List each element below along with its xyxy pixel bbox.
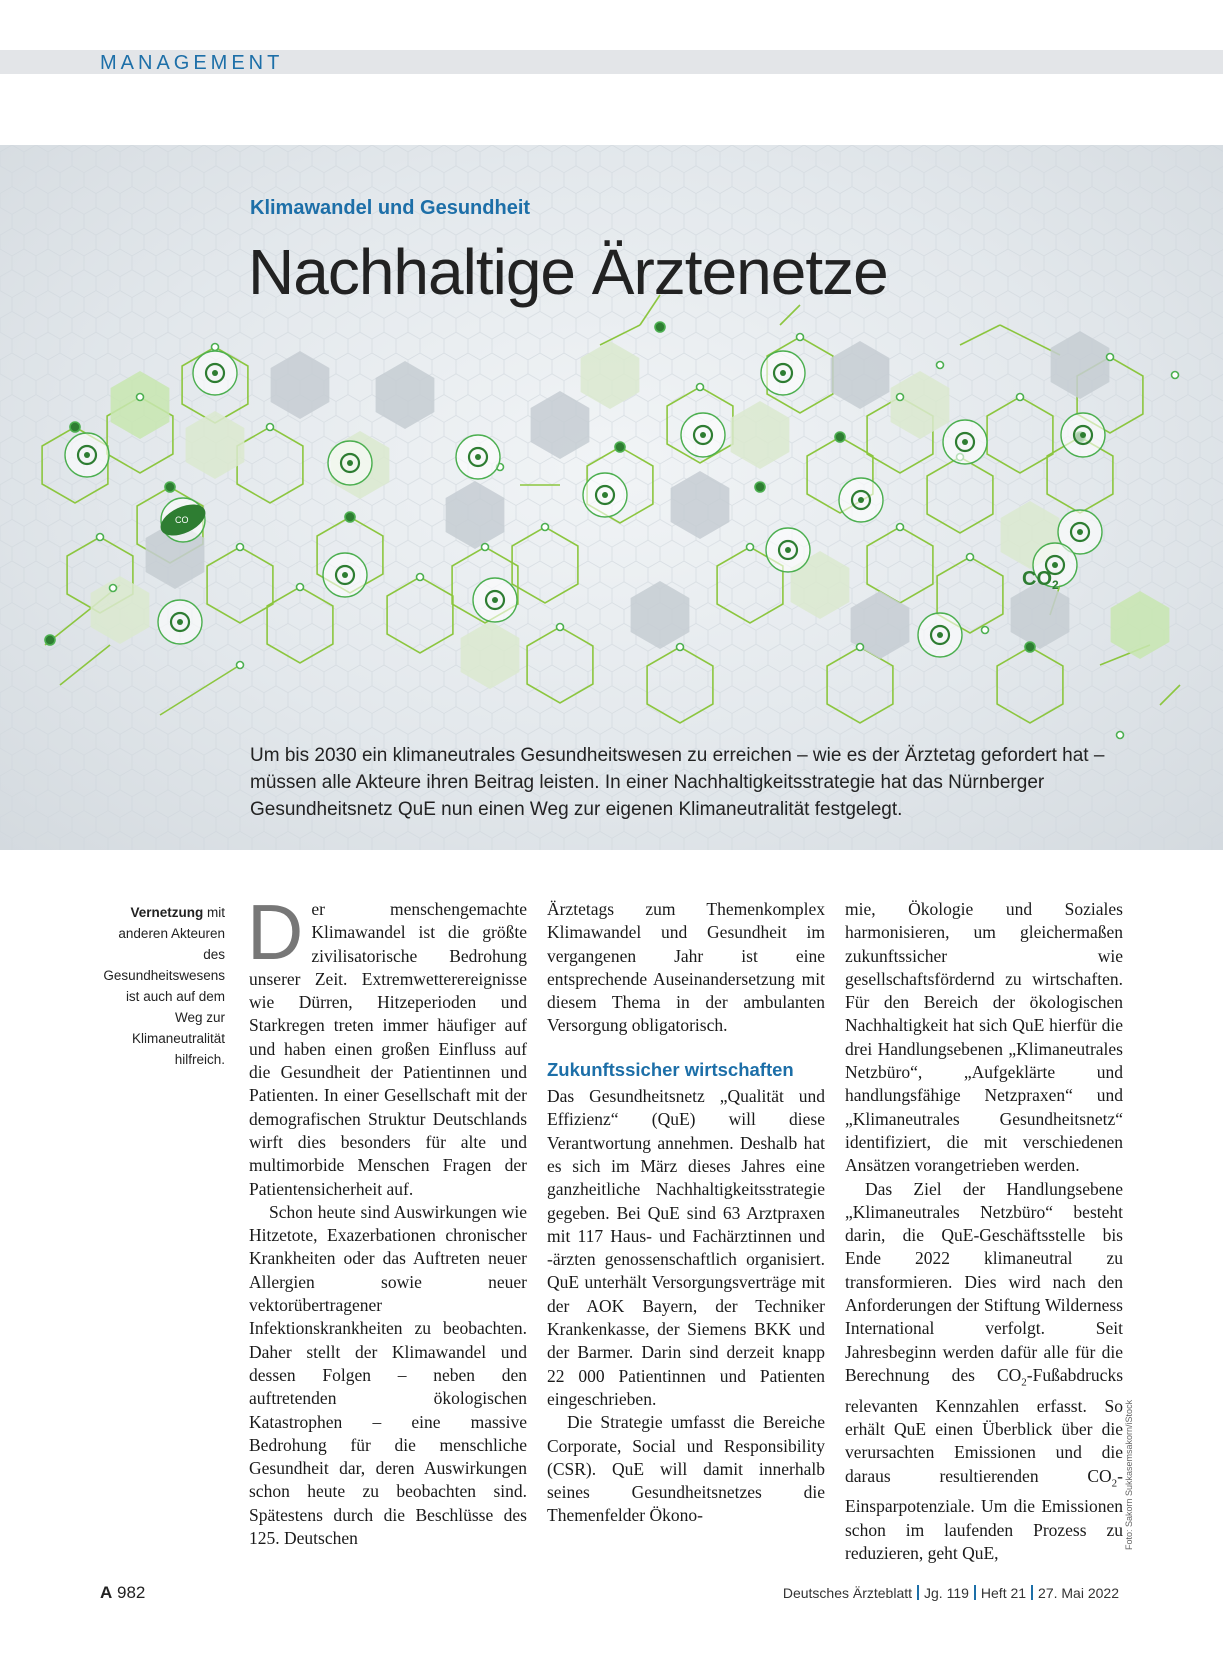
leaf-co2-icon bbox=[918, 613, 962, 657]
hexagon-tile bbox=[271, 351, 330, 419]
tag-icon bbox=[761, 351, 805, 395]
connector-line bbox=[160, 665, 240, 715]
paragraph: mie, Ökologie und Soziales harmonisieren, um gleichermaßen zukunftssicher wie gesellschaftsfördernd zu wirtschaften. Für den Bereich der ökologischen Nachhaltigkeit hat sich QuE hierfür die drei Handlungsebenen „Klimaneutrales Netzbüro“, „Aufgeklärte und handlungsfähige Netzpraxen“ und „Klimaneutrales Gesundheitsnetz“ identifiziert, die mit verschiedenen Ansätzen vorangetrieben werden. bbox=[845, 899, 1123, 1176]
leaf-co2-label: CO bbox=[175, 515, 189, 525]
network-hexagon bbox=[387, 577, 453, 653]
network-node bbox=[982, 627, 989, 634]
network-hexagon bbox=[997, 647, 1063, 723]
puzzle-icon bbox=[583, 473, 627, 517]
article-column-2 bbox=[547, 898, 825, 1528]
network-node bbox=[542, 524, 549, 531]
network-node bbox=[755, 482, 765, 492]
subscript: 2 bbox=[1111, 1477, 1118, 1490]
image-caption bbox=[95, 902, 225, 1070]
hexagon-tile bbox=[111, 371, 170, 439]
text-run: -Fußabdrucks relevanten Kennzahlen erfasst. So erhält QuE einen Überblick über die verursachten Emissionen und die daraus resultierenden CO bbox=[845, 1364, 1123, 1486]
chart-icon bbox=[681, 413, 725, 457]
page-number bbox=[100, 1583, 145, 1603]
badge-icon bbox=[456, 435, 500, 479]
paragraph bbox=[247, 888, 527, 1201]
hexagon-tile bbox=[581, 341, 640, 409]
network-hexagon bbox=[867, 527, 933, 603]
network-node bbox=[237, 662, 244, 669]
network-hexagon bbox=[207, 547, 273, 623]
network-hexagon bbox=[827, 647, 893, 723]
hexagon-tile bbox=[631, 581, 690, 649]
network-node bbox=[97, 534, 104, 541]
caption-text: mit anderen Akteuren des Gesundheitswesens ist auch auf dem Weg zur Klimaneutralität hilfreich. bbox=[103, 905, 225, 1067]
hexagon-tile bbox=[91, 576, 150, 644]
network-node bbox=[110, 585, 117, 592]
connector-line bbox=[600, 325, 640, 345]
paragraph-text: er menschengemachte Klimawandel ist die größte zivilisatorische Bedrohung unserer Zeit. Extremwetterereignisse wie Dürren, Hitzeperioden und Starkregen treten immer häufiger auf und haben einen großen Einfluss auf die Gesundheit der Patientinnen und Patienten. In einer Gesellschaft mit der demografischen Struktur Deutschlands wirft dies besonders für alte und multimorbide Menschen Fragen der Patientensicherheit auf. bbox=[249, 899, 527, 1199]
hexagon-tile bbox=[1051, 331, 1110, 399]
network-hexagon bbox=[527, 627, 593, 703]
network-node bbox=[897, 524, 904, 531]
gear-icon bbox=[839, 478, 883, 522]
network-node bbox=[835, 432, 845, 442]
network-node bbox=[1107, 354, 1114, 361]
network-node bbox=[797, 334, 804, 341]
network-node bbox=[45, 635, 55, 645]
paragraph bbox=[845, 1178, 1123, 1566]
network-node bbox=[1172, 372, 1179, 379]
hexagon-tile bbox=[671, 471, 730, 539]
photo-credit: Foto: Sakorn Sukkasemsakorn/iStock bbox=[1124, 1399, 1134, 1550]
network-node bbox=[267, 424, 274, 431]
network-node bbox=[857, 644, 864, 651]
hexagon-tile bbox=[446, 481, 505, 549]
network-hexagon bbox=[987, 397, 1053, 473]
issue: Heft 21 bbox=[980, 1585, 1027, 1601]
paragraph: Ärztetags zum Themenkomplex Klimawandel und Gesundheit im vergangenen Jahr ist eine entsprechende Auseinandersetzung mit diesem Thema in der ambulanten Versorgung obligatorisch. bbox=[547, 899, 825, 1036]
article-title: Nachhaltige Ärztenetze bbox=[248, 236, 888, 308]
badge-icon bbox=[1061, 413, 1105, 457]
hexagon-tile bbox=[1111, 591, 1170, 659]
network-node bbox=[655, 322, 665, 332]
issue-date: 27. Mai 2022 bbox=[1038, 1585, 1119, 1601]
plug-icon bbox=[328, 441, 372, 485]
page-prefix: A bbox=[100, 1583, 113, 1602]
connector-line bbox=[960, 325, 1000, 345]
text-run: Das Ziel der Handlungsebene „Klimaneutrales Netzbüro“ besteht darin, die QuE-Geschäftsstelle bis Ende 2022 klimaneutral zu transformieren. Dies wird nach den Anforderungen der Stiftung Wilderness International verfolgt. Seit Jahresbeginn werden dafür alle für die Berechnung des CO bbox=[845, 1178, 1123, 1385]
network-node bbox=[967, 554, 974, 561]
page-number-value: 982 bbox=[117, 1583, 146, 1602]
text-run: -Einsparpotenziale. Um die Emissionen schon im laufenden Prozess zu reduzieren, geht QuE, bbox=[845, 1465, 1123, 1564]
network-hexagon bbox=[647, 647, 713, 723]
connector-line bbox=[1160, 685, 1180, 705]
hexagon-tile bbox=[376, 361, 435, 429]
network-hexagon bbox=[927, 457, 993, 533]
network-node bbox=[137, 394, 144, 401]
network-node bbox=[70, 422, 80, 432]
network-hexagon bbox=[512, 527, 578, 603]
network-hexagon bbox=[237, 427, 303, 503]
network-node bbox=[237, 544, 244, 551]
divider bbox=[1031, 1585, 1033, 1600]
hexagon-tile bbox=[891, 371, 950, 439]
hexagon-tile bbox=[831, 341, 890, 409]
co2-icon bbox=[766, 528, 810, 572]
publication-info bbox=[783, 1585, 1119, 1601]
network-node bbox=[897, 394, 904, 401]
subscript: 2 bbox=[1021, 1376, 1027, 1389]
network-node bbox=[1017, 394, 1024, 401]
network-node bbox=[212, 344, 219, 351]
caption-bold: Vernetzung bbox=[130, 905, 204, 920]
article-column-1 bbox=[247, 888, 527, 1550]
journal-name: Deutsches Ärzteblatt bbox=[782, 1585, 913, 1601]
network-node bbox=[615, 442, 625, 452]
article-kicker: Klimawandel und Gesundheit bbox=[250, 197, 531, 219]
drop-cap: D bbox=[247, 888, 304, 976]
hero-banner bbox=[0, 145, 1223, 850]
divider bbox=[974, 1585, 976, 1600]
gear-icon bbox=[193, 351, 237, 395]
network-node bbox=[417, 574, 424, 581]
hexagon-tile bbox=[1011, 581, 1070, 649]
connector-line bbox=[60, 645, 110, 685]
factory-icon bbox=[323, 553, 367, 597]
article-lead: Um bis 2030 ein klimaneutrales Gesundheitswesen zu erreichen – wie es der Ärztetag gefordert hat – müssen alle Akteure ihren Beitrag leisten. In einer Nachhaltigkeitsstrategie hat das Nürnberger Gesundheitsnetz QuE nun einen Weg zur eigenen Klimaneutralität festgelegt. bbox=[250, 745, 1105, 820]
plug-icon bbox=[943, 420, 987, 464]
network-node bbox=[1117, 732, 1124, 739]
network-node bbox=[747, 544, 754, 551]
subheading: Zukunftssicher wirtschaften bbox=[547, 1058, 794, 1080]
paragraph: Schon heute sind Auswirkungen wie Hitzetote, Exazerbationen chronischer Krankheiten oder das Auftreten neuer Allergien sowie neuer vektorübertragener Infektionskrankheiten zu beobachten. Daher stellt der Klimawandel und dessen Folgen – neben den auftretenden ökologischen Katastrophen – eine massive Bedrohung für die menschliche Gesundheit dar, deren Auswirkungen schon heute zu beobachten sind. Spätestens durch die Beschlüsse des 125. Deutschen bbox=[249, 1201, 527, 1549]
network-node bbox=[345, 512, 355, 522]
network-node bbox=[937, 362, 944, 369]
network-node bbox=[482, 544, 489, 551]
network-node bbox=[297, 584, 304, 591]
document-leaf-icon bbox=[65, 433, 109, 477]
volume: Jg. 119 bbox=[924, 1585, 969, 1601]
network-node bbox=[697, 384, 704, 391]
network-node bbox=[165, 482, 175, 492]
network-node bbox=[1025, 642, 1035, 652]
hexagon-tile bbox=[531, 391, 590, 459]
network-hexagon bbox=[267, 587, 333, 663]
article-column-3 bbox=[845, 898, 1123, 1565]
hexagon-tile bbox=[461, 621, 520, 689]
chat-leaf-icon bbox=[473, 578, 517, 622]
paragraph: Das Gesundheitsnetz „Qualität und Effizienz“ (QuE) will diese Verantwortung annehmen. Deshalb hat es sich im März dieses Jahres eine ganzheitliche Nachhaltigkeitsstrategie gegeben. Bei QuE sind 63 Arztpraxen mit 117 Haus- und Fachärztinnen und -ärzten genossenschaftlich organisiert. QuE unterhält Versorgungsverträge mit der AOK Bayern, der Techniker Krankenkasse, der Siemens BKK und der Barmer. Darin sind derzeit knapp 22 000 Patientinnen und Patienten eingeschrieben. bbox=[547, 1086, 825, 1409]
section-label: MANAGEMENT bbox=[100, 52, 284, 74]
paragraph: Die Strategie umfasst die Bereiche Corporate, Social und Responsibility (CSR). QuE will damit innerhalb seines Gesundheitsnetzes die Themenfelder Ökono- bbox=[547, 1412, 825, 1526]
co2-icon: $CO_2$ bbox=[1022, 568, 1059, 592]
hexagon-tile bbox=[186, 411, 245, 479]
network-node bbox=[677, 644, 684, 651]
truck-icon bbox=[158, 600, 202, 644]
divider bbox=[917, 1585, 919, 1600]
network-node bbox=[557, 624, 564, 631]
hexagon-tile bbox=[731, 401, 790, 469]
